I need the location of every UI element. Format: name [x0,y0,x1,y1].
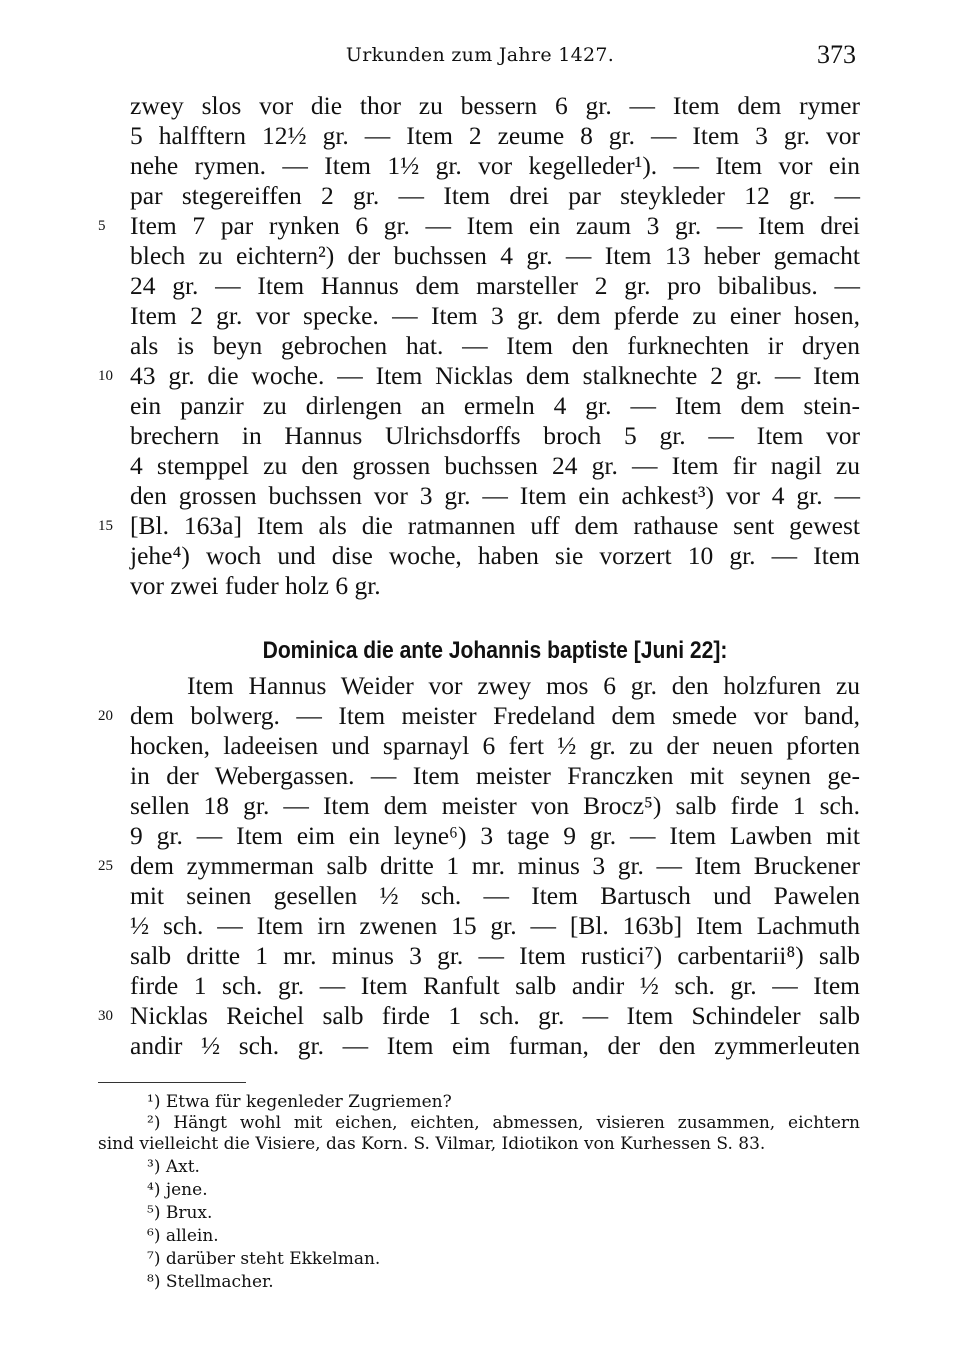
text-line: ½ sch. — Item irn zwenen 15 gr. — [Bl. 163b] Item Lachmuth [130,911,860,940]
text-line: 24 gr. — Item Hannus dem marsteller 2 gr. pro bibalibus. — [130,271,860,300]
text-line: [Bl. 163a] Item als die ratmannen uff dem rathause sent gewest [130,511,860,540]
text-line: nehe rymen. — Item 1½ gr. vor kegelleder¹). — Item vor ein [130,151,860,180]
line-number: 20 [98,708,113,724]
text-line: sellen 18 gr. — Item dem meister von Brocz⁵) salb firde 1 sch. [130,791,860,820]
text-line: Nicklas Reichel salb firde 1 sch. gr. — Item Schindeler salb [130,1001,860,1030]
text-line: par stegereiffen 2 gr. — Item drei par steykleder 12 gr. — [130,181,860,210]
text-line: dem zymmerman salb dritte 1 mr. minus 3 gr. — Item Bruckener [130,851,860,880]
text-line: als is beyn gebrochen hat. — Item den furknechten ir dryen [130,331,860,360]
text-line: ein panzir zu dirlengen an ermeln 4 gr. — Item dem stein- [130,391,860,420]
text-line: den grossen buchssen vor 3 gr. — Item ein achkest³) vor 4 gr. — [130,481,860,510]
footnote: ⁵) Brux. [147,1203,213,1223]
text-line: 4 stemppel zu den grossen buchssen 24 gr. — Item fir nagil zu [130,451,860,480]
text-line: dem bolwerg. — Item meister Fredeland dem smede vor band, [130,701,860,730]
text-line: 9 gr. — Item eim ein leyne⁶) 3 tage 9 gr. — Item Lawben mit [130,821,860,850]
footnote: ⁶) allein. [147,1226,219,1246]
text-line: salb dritte 1 mr. minus 3 gr. — Item rustici⁷) carbentarii⁸) salb [130,941,860,970]
line-number: 15 [98,518,113,534]
text-line: Item 2 gr. vor specke. — Item 3 gr. dem pferde zu einer hosen, [130,301,860,330]
footnote-rule [98,1082,246,1083]
footnote: ²) Hängt wohl mit eichen, eichten, abmessen, visieren zusammen, eichtern [147,1113,860,1133]
text-line: in der Webergassen. — Item meister Franczken mit seynen ge- [130,761,860,790]
footnote: ⁸) Stellmacher. [147,1272,274,1292]
line-number: 5 [98,218,106,234]
running-header [0,38,960,78]
text-line: zwey slos vor die thor zu bessern 6 gr. — Item dem rymer [130,91,860,120]
page-number: 373 [817,40,856,69]
line-number: 25 [98,858,113,874]
text-line: blech zu eichtern²) der buchssen 4 gr. — Item 13 heber gemacht [130,241,860,270]
footnote: ³) Axt. [147,1157,200,1177]
text-line: vor zwei fuder holz 6 gr. [130,571,381,600]
section-heading: Dominica die ante Johannis baptiste [Juni 22]: [262,637,728,664]
text-line: hocken, ladeeisen und sparnayl 6 fert ½ gr. zu der neuen pforten [130,731,860,760]
text-line: 43 gr. die woche. — Item Nicklas dem stalknechte 2 gr. — Item [130,361,860,390]
text-line: andir ½ sch. gr. — Item eim furman, der den zymmerleuten [130,1031,860,1060]
text-line: jehe⁴) woch und dise woche, haben sie vorzert 10 gr. — Item [130,541,860,570]
text-line: Item 7 par rynken 6 gr. — Item ein zaum 3 gr. — Item drei [130,211,860,240]
footnote: sind vielleicht die Visiere, das Korn. S. Vilmar, Idiotikon von Kurhessen S. 83. [98,1134,766,1154]
line-number: 30 [98,1008,113,1024]
footnote: ⁴) jene. [147,1180,208,1200]
line-number: 10 [98,368,113,384]
running-title: Urkunden zum Jahre 1427. [345,44,615,66]
text-line: mit seinen gesellen ½ sch. — Item Bartusch und Pawelen [130,881,860,910]
footnote: ¹) Etwa für kegenleder Zugriemen? [147,1092,452,1112]
text-line: Item Hannus Weider vor zwey mos 6 gr. den holzfuren zu [187,671,860,700]
text-line: firde 1 sch. gr. — Item Ranfult salb andir ½ sch. gr. — Item [130,971,860,1000]
text-line: 5 halfftern 12½ gr. — Item 2 zeume 8 gr. — Item 3 gr. vor [130,121,860,150]
text-line: brechern in Hannus Ulrichsdorffs broch 5 gr. — Item vor [130,421,860,450]
footnote: ⁷) darüber steht Ekkelman. [147,1249,381,1269]
